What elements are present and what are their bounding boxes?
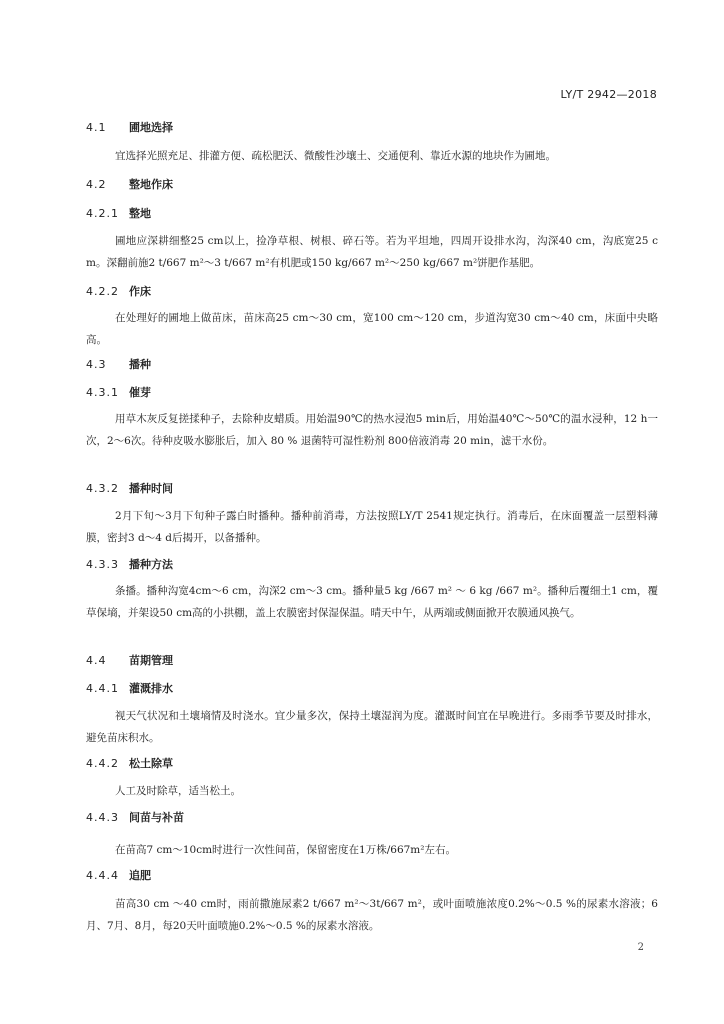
section-number: 4.4.1 bbox=[86, 682, 119, 695]
section-number: 4.3.1 bbox=[86, 386, 119, 399]
section-title: 松土除草 bbox=[129, 757, 173, 770]
subsection-heading bbox=[86, 284, 724, 300]
section-title: 播种 bbox=[129, 358, 151, 371]
subsection-heading bbox=[86, 681, 724, 697]
section-title: 苗期管理 bbox=[129, 654, 173, 667]
paragraph: 圃地应深耕细整25 cm以上，捡净草根、树根、碎石等。若为平坦地，四周开设排水沟，沟深40 cm，沟底宽25 cm。深翻前施2 t/667 m²～3 t/667 m²有机肥或150 kg/667 m²～250 kg/667 m²饼肥作基肥。 bbox=[86, 235, 658, 269]
page-number: 2 bbox=[637, 942, 644, 953]
section-title: 播种方法 bbox=[129, 558, 173, 571]
section-heading bbox=[86, 357, 724, 373]
section-number: 4.4.2 bbox=[86, 757, 119, 770]
section-title: 整地作床 bbox=[129, 178, 173, 191]
section-number: 4.4.3 bbox=[86, 811, 119, 824]
paragraph: 苗高30 cm ～40 cm时，雨前撒施尿素2 t/667 m²～3t/667 m²，或叶面喷施浓度0.2%～0.5 %的尿素水溶液；6月、7月、8月，每20天叶面喷施0.2%～0.5 %的尿素水溶液。 bbox=[86, 898, 658, 932]
paragraph: 宜选择光照充足、排灌方便、疏松肥沃、微酸性沙壤土、交通便利、靠近水源的地块作为圃地。 bbox=[115, 150, 556, 162]
paragraph: 用草木灰反复搓揉种子，去除种皮蜡质。用始温90℃的热水浸泡5 min后，用始温40℃～50℃的温水浸种，12 h一次，2～6次。待种皮吸水膨胀后，加入 80 % 退菌特可湿性粉剂 800倍液消毒 20 min，滤干水份。 bbox=[86, 413, 658, 447]
subsection-heading bbox=[86, 810, 724, 826]
standard-code: LY/T 2942—2018 bbox=[560, 88, 657, 101]
section-title: 追肥 bbox=[129, 869, 151, 882]
section-heading bbox=[86, 653, 724, 669]
section-number: 4.1 bbox=[86, 121, 107, 134]
section-title: 作床 bbox=[129, 285, 151, 298]
subsection-heading bbox=[86, 481, 724, 497]
section-number: 4.2.1 bbox=[86, 207, 119, 220]
subsection-heading bbox=[86, 868, 724, 884]
section-heading bbox=[86, 120, 724, 136]
subsection-heading bbox=[86, 206, 724, 222]
section-number: 4.4 bbox=[86, 654, 107, 667]
paragraph: 在苗高7 cm～10cm时进行一次性间苗，保留密度在1万株/667m²左右。 bbox=[115, 844, 456, 856]
section-number: 4.2 bbox=[86, 178, 107, 191]
paragraph: 视天气状况和土壤墒情及时浇水。宜少量多次，保持土壤湿润为度。灌溉时间宜在早晚进行。多雨季节要及时排水，避免苗床积水。 bbox=[86, 710, 658, 744]
section-number: 4.2.2 bbox=[86, 285, 119, 298]
subsection-heading bbox=[86, 385, 724, 401]
paragraph: 人工及时除草，适当松土。 bbox=[115, 785, 241, 797]
paragraph: 在处理好的圃地上做苗床，苗床高25 cm～30 cm，宽100 cm～120 cm，步道沟宽30 cm～40 cm，床面中央略高。 bbox=[86, 312, 658, 346]
paragraph: 2月下旬～3月下旬种子露白时播种。播种前消毒，方法按照LY/T 2541规定执行。消毒后，在床面覆盖一层塑料薄膜，密封3 d～4 d后揭开，以备播种。 bbox=[86, 510, 658, 544]
paragraph: 条播。播种沟宽4cm～6 cm，沟深2 cm～3 cm。播种量5 kg /667 m² ～ 6 kg /667 m²。播种后覆细土1 cm，覆草保墒，并架设50 cm高的小拱棚，盖上农膜密封保湿保温。晴天中午，从两端或侧面掀开农膜通风换气。 bbox=[86, 585, 658, 619]
section-title: 圃地选择 bbox=[129, 121, 173, 134]
section-number: 4.3.3 bbox=[86, 558, 119, 571]
section-title: 灌溉排水 bbox=[129, 682, 173, 695]
section-title: 间苗与补苗 bbox=[129, 811, 184, 824]
subsection-heading bbox=[86, 557, 724, 573]
subsection-heading bbox=[86, 756, 724, 772]
section-number: 4.3.2 bbox=[86, 482, 119, 495]
section-title: 播种时间 bbox=[129, 482, 173, 495]
section-number: 4.3 bbox=[86, 358, 107, 371]
section-title: 整地 bbox=[129, 207, 151, 220]
section-heading bbox=[86, 177, 724, 193]
section-number: 4.4.4 bbox=[86, 869, 119, 882]
section-title: 催芽 bbox=[129, 386, 151, 399]
